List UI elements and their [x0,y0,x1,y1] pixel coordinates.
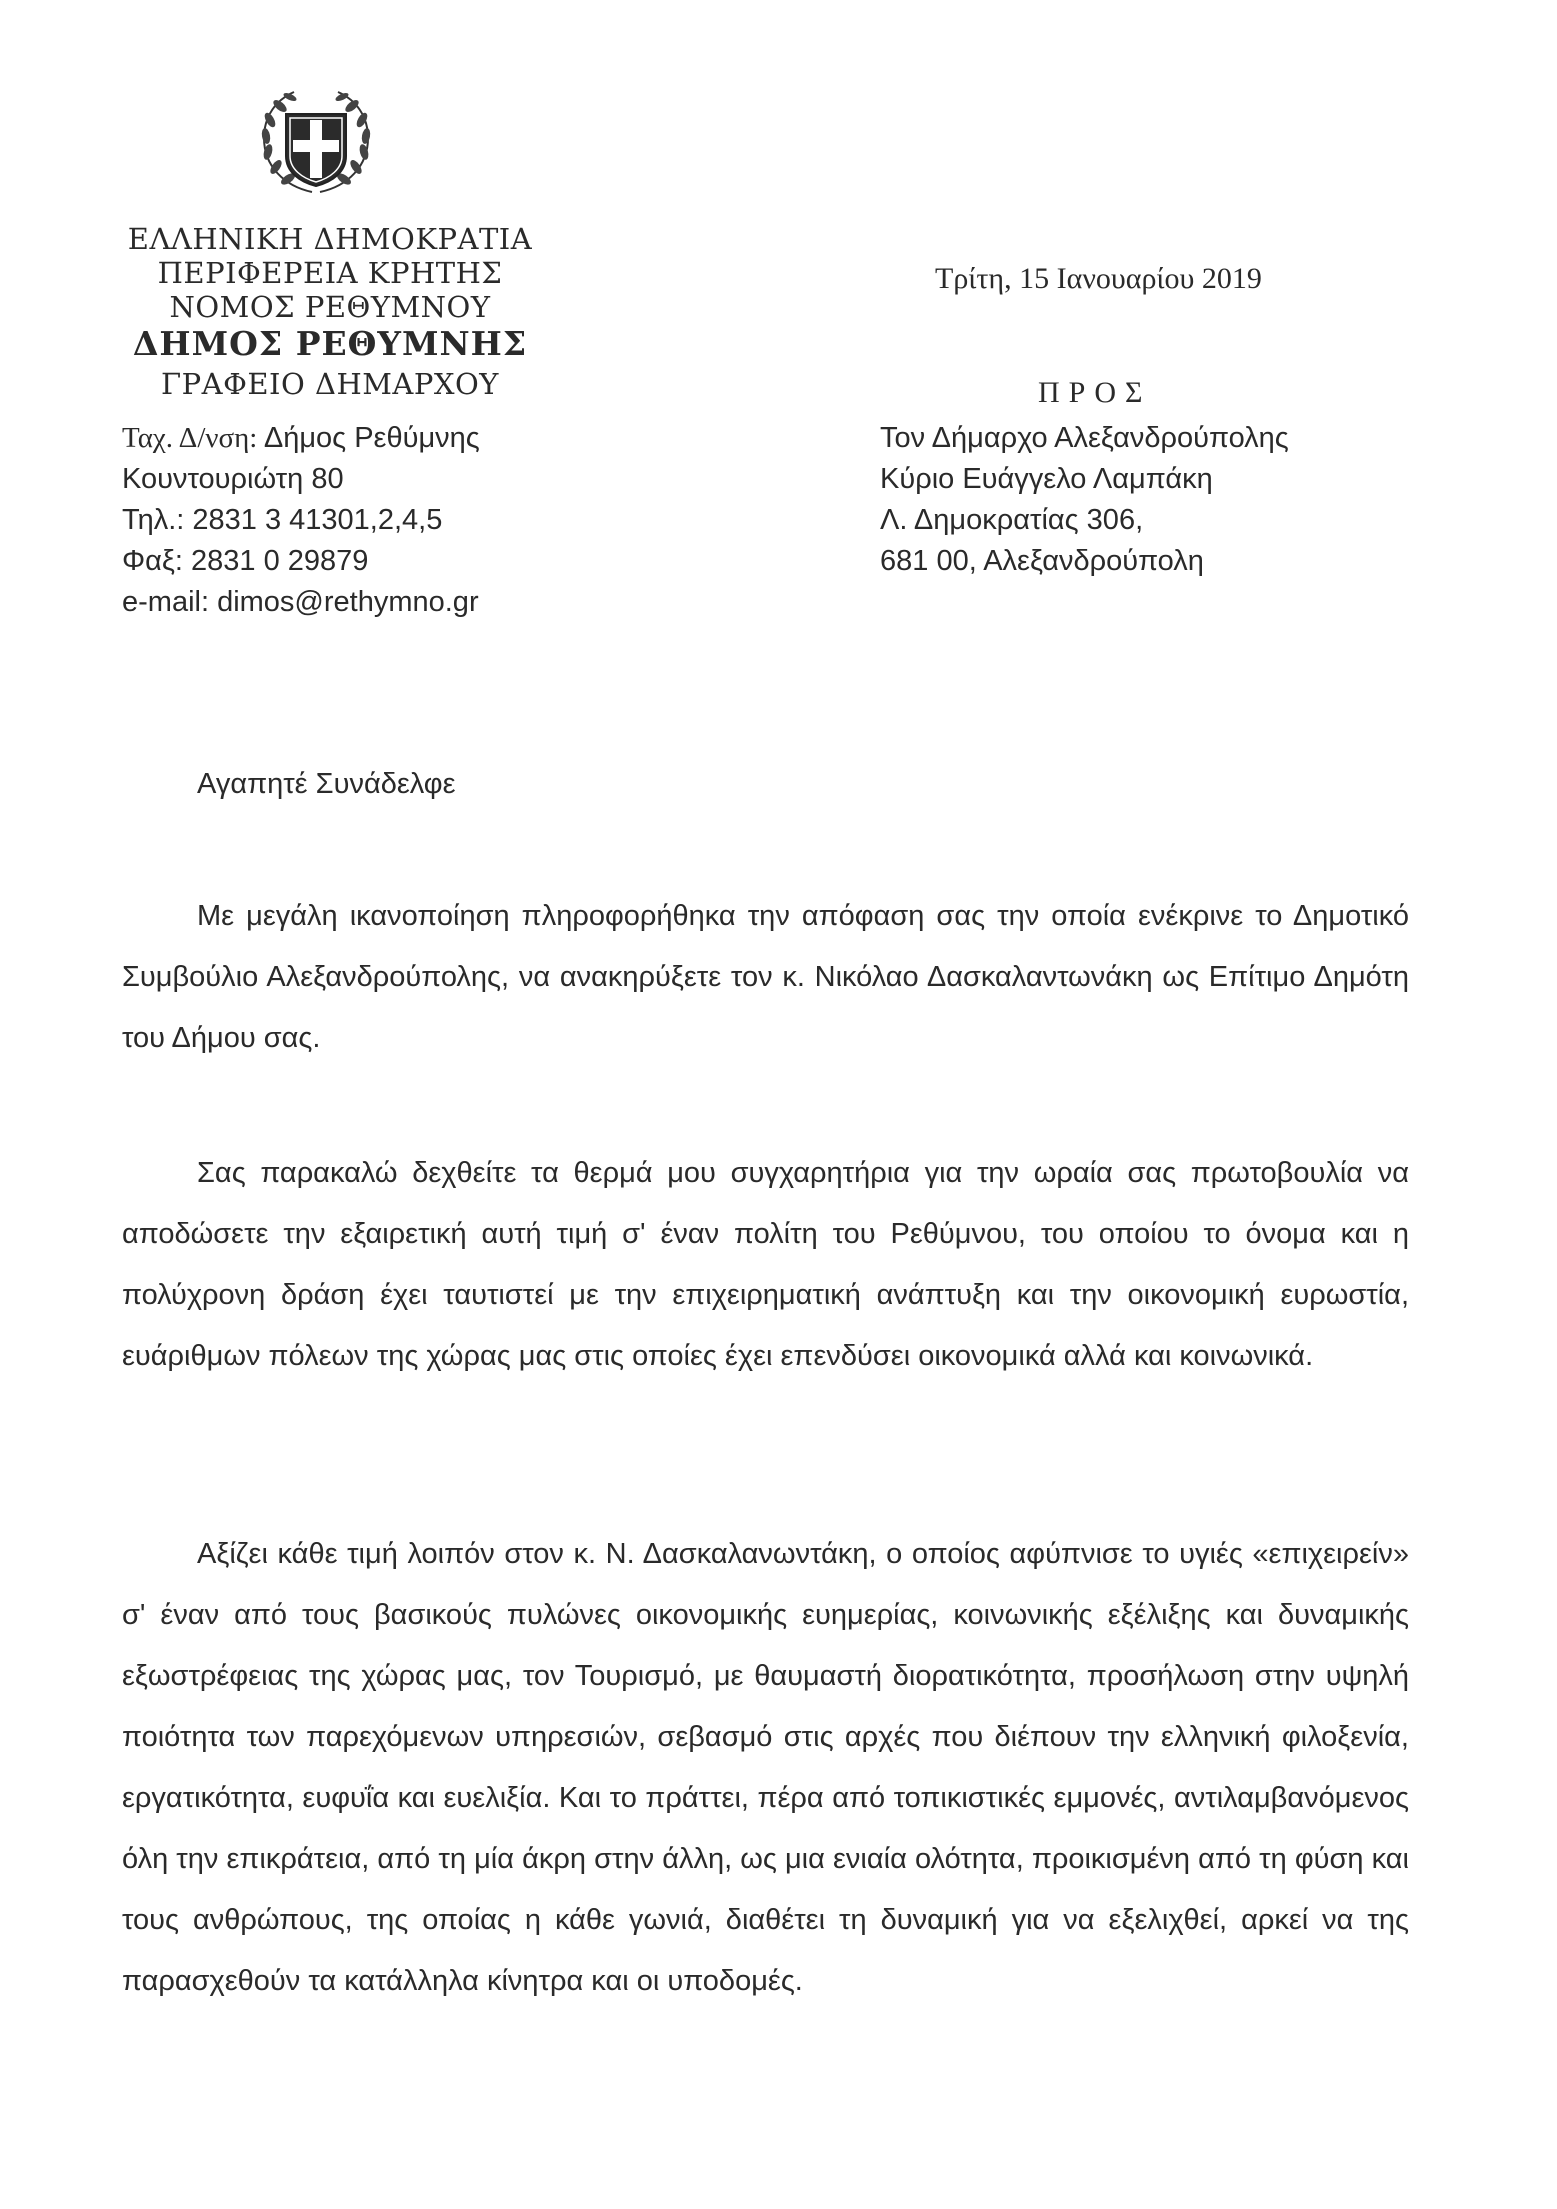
paragraph-text: Σας παρακαλώ δεχθείτε τα θερμά μου συγχαρητήρια για την ωραία σας πρωτοβουλία να αποδώσετε την εξαιρετική αυτή τιμή σ' έναν πολίτη του Ρεθύμνου, του οποίου το όνομα και η πολύχρονη δράση έχει ταυτιστεί με την επιχειρηματική ανάπτυξη και την οικονομική ευρωστία, ευάριθμων πόλεων της χώρας μας στις οποίες έχει επενδύσει οικονομικά αλλά και κοινωνικά. [122,1157,1409,1372]
sender-header [100,222,560,404]
greeting: Αγαπητέ Συνάδελφε [197,768,456,800]
recipient-line-3: Λ. Δημοκρατίας 306, [880,504,1144,536]
body-paragraph-3 [122,1524,1409,2012]
sender-email: e-mail: dimos@rethymno.gr [122,586,479,618]
body-paragraph-1 [122,886,1409,1069]
sender-address-row [122,418,480,459]
recipient-block [880,418,1289,582]
sender-office: ΓΡΑΦΕΙΟ ΔΗΜΑΡΧΟΥ [161,367,499,401]
sender-contact [122,418,480,623]
sender-prefecture: ΝΟΜΟΣ ΡΕΘΥΜΝΟΥ [169,290,491,324]
body-paragraph-2 [122,1143,1409,1387]
greek-coat-of-arms-icon [254,86,378,198]
sender-country: ΕΛΛΗΝΙΚΗ ΔΗΜΟΚΡΑΤΙΑ [127,222,533,256]
paragraph-text: Με μεγάλη ικανοποίηση πληροφορήθηκα την απόφαση σας την οποία ενέκρινε το Δημοτικό Συμβούλιο Αλεξανδρούπολης, να ανακηρύξετε τον κ. Νικόλαο Δασκαλαντωνάκη ως Επίτιμο Δημότη του Δήμου σας. [122,900,1409,1054]
recipient-line-2: Κύριο Ευάγγελο Λαμπάκη [880,463,1213,495]
recipient-heading: ΠΡΟΣ [1038,376,1152,409]
sender-region: ΠΕΡΙΦΕΡΕΙΑ ΚΡΗΤΗΣ [157,256,503,290]
sender-municipality: ΔΗΜΟΣ ΡΕΘΥΜΝΗΣ [132,324,528,363]
recipient-line-4: 681 00, Αλεξανδρούπολη [880,545,1204,577]
sender-street: Κουντουριώτη 80 [122,463,344,495]
sender-phone: Τηλ.: 2831 3 41301,2,4,5 [122,504,443,536]
address-label: Ταχ. Δ/νση: [122,422,258,454]
sender-fax: Φαξ: 2831 0 29879 [122,545,369,577]
letter-date: Τρίτη, 15 Ιανουαρίου 2019 [935,262,1262,295]
paragraph-text: Αξίζει κάθε τιμή λοιπόν στον κ. Ν. Δασκαλανωντάκη, ο οποίος αφύπνισε το υγιές «επιχειρείν» σ' έναν από τους βασικούς πυλώνες οικονομικής ευημερίας, κοινωνικής εξέλιξης και δυναμικής εξωστρέφειας της χώρας μας, τον Τουρισμό, με θαυμαστή διορατικότητα, προσήλωση στην υψηλή ποιότητα των παρεχόμενων υπηρεσιών, σεβασμό στις αρχές που διέπουν την ελληνική φιλοξενία, εργατικότητα, ευφυΐα και ευελιξία. Και το πράττει, πέρα από τοπικιστικές εμμονές, αντιλαμβανόμενος όλη την επικράτεια, από τη μία άκρη στην άλλη, ως μια ενιαία ολότητα, προικισμένη από τη φύση και τους ανθρώπους, της οποίας η κάθε γωνιά, διαθέτει τη δυναμική για να εξελιχθεί, αρκεί να της παρασχεθούν τα κατάλληλα κίνητρα και οι υποδομές. [122,1538,1409,1997]
recipient-line-1: Τον Δήμαρχο Αλεξανδρούπολης [880,422,1289,454]
address-value: Δήμος Ρεθύμνης [263,422,480,454]
